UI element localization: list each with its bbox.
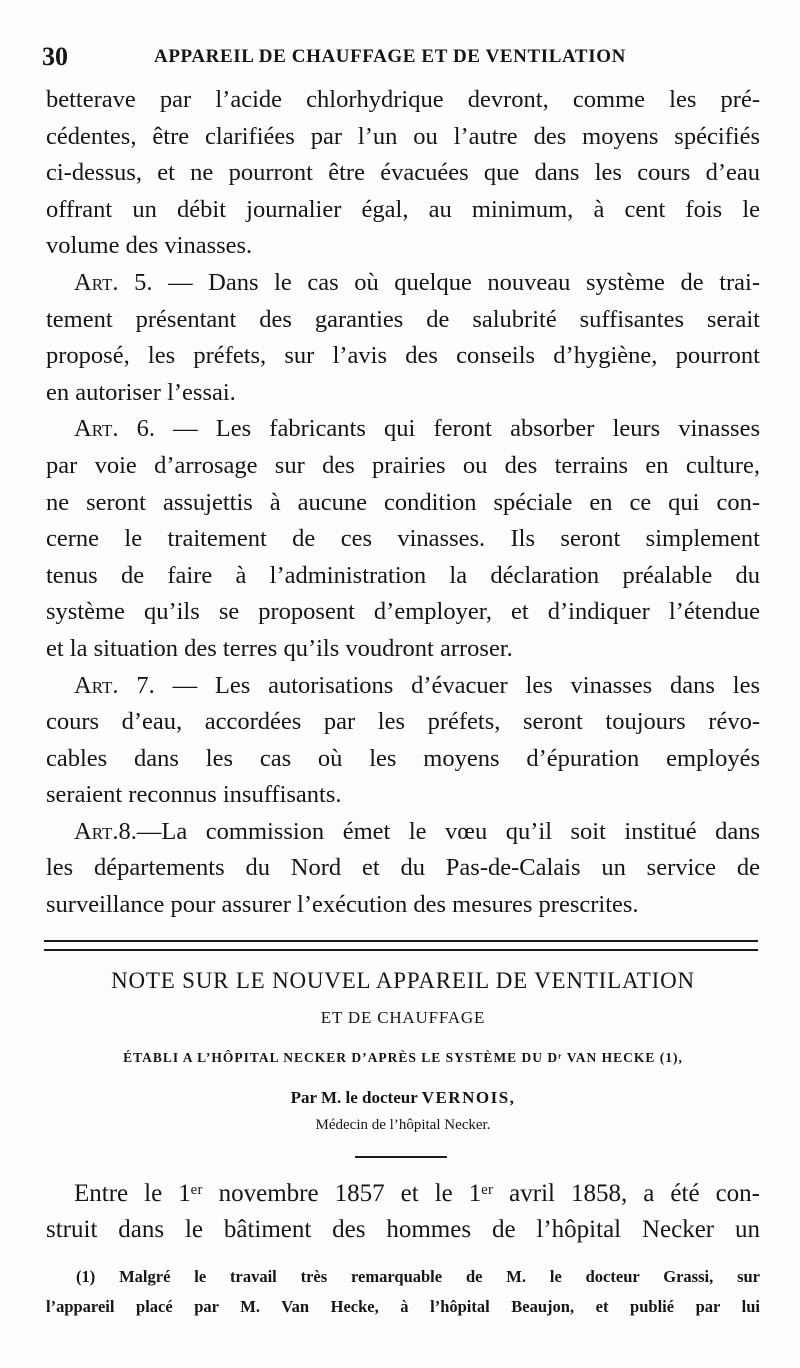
article-5-first-line <box>46 265 760 302</box>
text-line: tenus de faire à l’administration la déclaration préalable du <box>46 561 760 589</box>
text-line: surveillance pour assurer l’exécution des mesures prescrites. <box>46 891 639 919</box>
text-line: offrant un débit journalier égal, au minimum, à cent fois le <box>46 195 760 223</box>
running-head: APPAREIL DE CHAUFFAGE ET DE VENTILATION <box>154 46 626 67</box>
article-6-label: Art. 6. <box>74 415 156 443</box>
page-number: 30 <box>42 42 68 71</box>
article-7-lead: — Les autorisations d’évacuer les vinasses dans les <box>172 671 760 699</box>
body-text <box>46 82 760 924</box>
text-line: cédentes, être clarifiées par l’un ou l’autre des moyens spécifiés <box>46 122 760 150</box>
note-established: ÉTABLI A L’HÔPITAL NECKER D’APRÈS LE SYSTÈME DU Dʳ VAN HECKE (1), <box>123 1050 683 1065</box>
text-line: cours d’eau, accordées par les préfets, seront toujours révo- <box>46 708 760 736</box>
text-line: ci-dessus, et ne pourront être évacuées que dans les cours d’eau <box>46 159 760 187</box>
footnote <box>46 1262 760 1322</box>
note-title: NOTE SUR LE NOUVEL APPAREIL DE VENTILATION <box>111 968 695 993</box>
text-line: système qu’ils se proposent d’employer, et d’indiquer l’étendue <box>46 598 760 626</box>
article-5-lead: — Dans le cas où quelque nouveau système de trai- <box>168 268 760 296</box>
author-prefix: Par M. le docteur <box>290 1088 418 1107</box>
page-header <box>42 42 772 76</box>
note-author <box>46 1088 760 1108</box>
text-line: betterave par l’acide chlorhydrique devront, comme les pré- <box>46 86 760 113</box>
text-line: Entre le 1ᵉʳ novembre 1857 et le 1ᵉʳ avril 1858, a été con- <box>74 1180 760 1207</box>
text-line: cerne le traitement de ces vinasses. Ils seront simplement <box>46 525 760 553</box>
article-8-lead: —La commission émet le vœu qu’il soit institué dans <box>136 817 760 845</box>
text-line: par voie d’arrosage sur des prairies ou des terrains en culture, <box>46 451 760 479</box>
footnote-line: l’appareil placé par M. Van Hecke, à l’hôpital Beaujon, et publié par lui <box>46 1297 760 1316</box>
double-rule-divider <box>44 940 758 951</box>
text-line: volume des vinasses. <box>46 232 253 260</box>
article-7-first-line <box>46 668 760 705</box>
article-6-first-line <box>46 411 760 448</box>
article-8-first-line <box>46 814 760 851</box>
author-name: VERNOIS, <box>421 1088 516 1107</box>
footnote-line: (1) Malgré le travail très remarquable de M. le docteur Grassi, sur <box>76 1267 760 1286</box>
text-line: struit dans le bâtiment des hommes de l’hôpital Necker un <box>46 1216 760 1243</box>
text-line: ne seront assujettis à aucune condition spéciale en ce qui con- <box>46 488 760 516</box>
note-affiliation: Médecin de l’hôpital Necker. <box>315 1117 491 1133</box>
text-line: tement présentant des garanties de salubrité suffisantes serait <box>46 305 760 333</box>
article-6-lead: — Les fabricants qui feront absorber leurs vinasses <box>173 415 760 443</box>
text-line: seraient reconnus insuffisants. <box>46 781 342 809</box>
intro-text <box>46 1176 760 1248</box>
text-line: les départements du Nord et du Pas-de-Calais un service de <box>46 854 760 882</box>
text-line: cables dans les cas où les moyens d’épuration employés <box>46 744 760 772</box>
text-line: en autoriser l’essai. <box>46 378 236 406</box>
article-5-label: Art. 5. <box>74 268 153 296</box>
article-8-label: Art.8. <box>74 817 137 845</box>
text-line: proposé, les préfets, sur l’avis des conseils d’hygiène, pourront <box>46 342 760 370</box>
article-7-label: Art. 7. <box>74 671 155 699</box>
short-rule-divider <box>355 1156 447 1158</box>
note-subtitle: ET DE CHAUFFAGE <box>320 1008 486 1027</box>
text-line: et la situation des terres qu’ils voudront arroser. <box>46 634 513 662</box>
